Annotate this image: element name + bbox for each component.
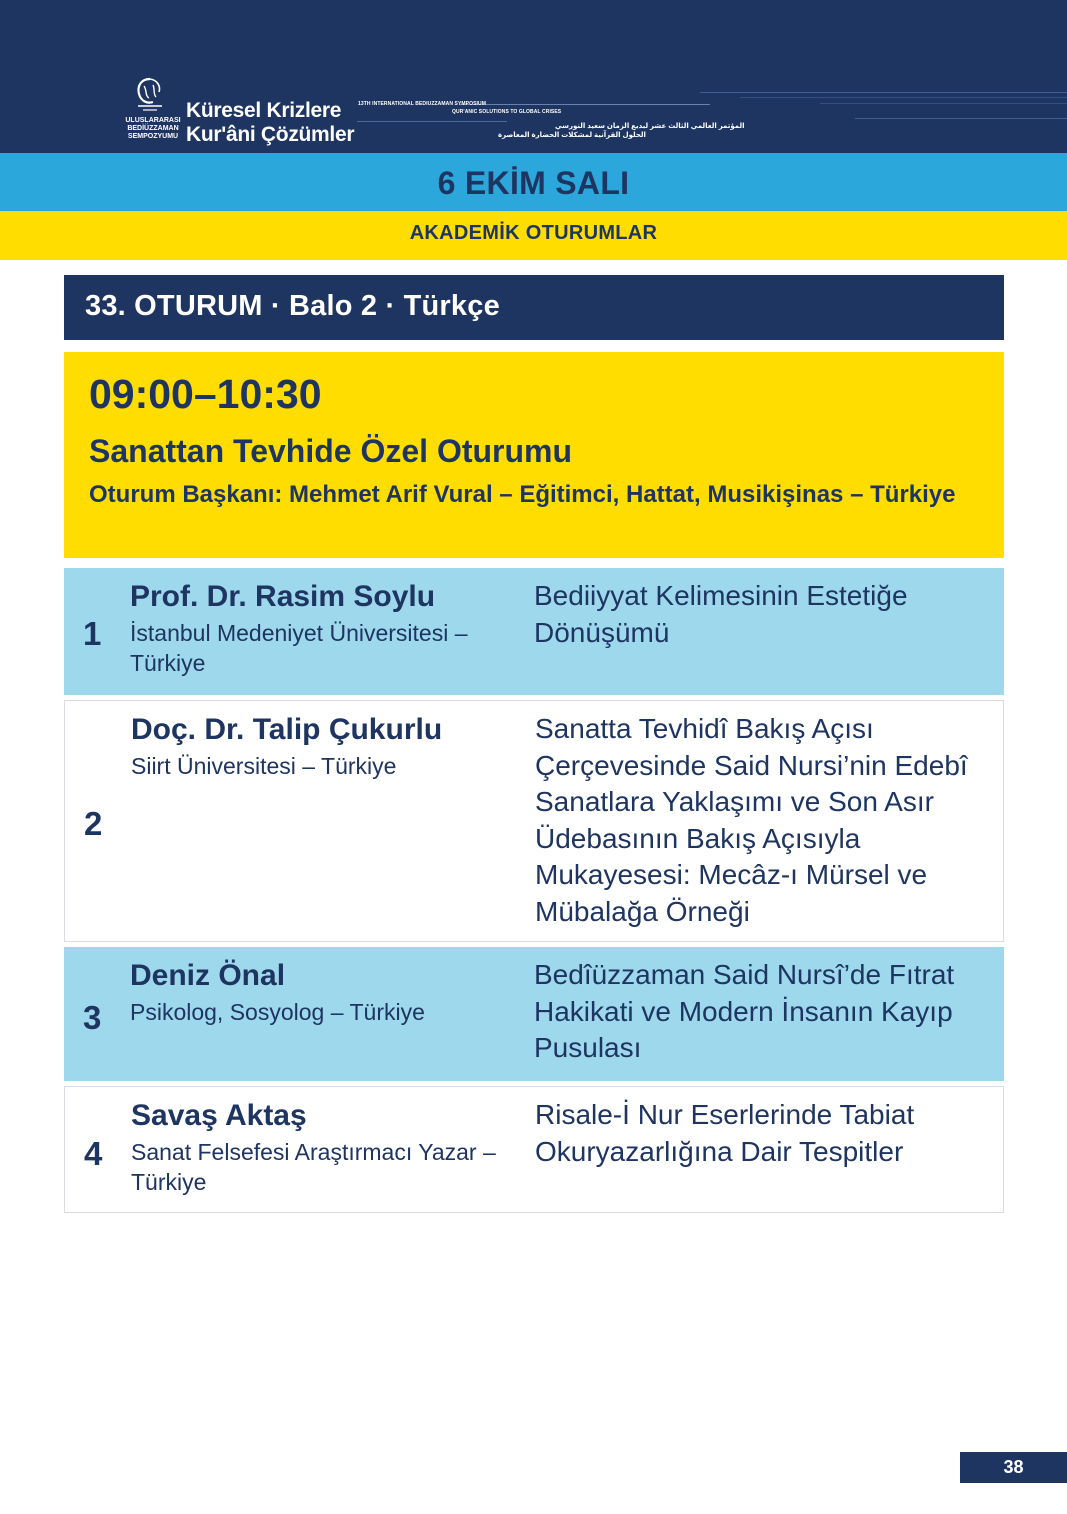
symposium-title (186, 99, 354, 147)
talk-speaker (130, 959, 510, 1027)
speaker-name: Savaş Aktaş (131, 1099, 307, 1132)
logo-caption: ULUSLARARASI BEDİÜZZAMAN SEMPOZYUMU (125, 117, 181, 140)
speaker-affiliation: Siirt Üniversitesi – Türkiye (131, 753, 397, 779)
header-banner (0, 0, 1067, 153)
talk-title: Bediiyyat Kelimesinin Estetiğe Dönüşümü (534, 580, 908, 648)
symposium-subtitle-ar-1: المؤتمر العالمي الثالث عشر لبديع الزمان سعيد النورسي (555, 123, 745, 130)
decorative-line (460, 104, 710, 105)
talk-number: 4 (84, 1135, 103, 1172)
decorative-line (700, 92, 1067, 93)
symposium-title-line1: Küresel Krizlere (186, 99, 342, 122)
decorative-line (820, 103, 1067, 104)
talk-title: Bedîüzzaman Said Nursî’de Fıtrat Hakikati ve Modern İnsanın Kayıp Pusulası (534, 959, 955, 1063)
symposium-title-line2: Kur'âni Çözümler (186, 123, 355, 146)
talk-row (64, 947, 1004, 1081)
speaker-name: Doç. Dr. Talip Çukurlu (131, 713, 443, 746)
talk-title: Risale-İ Nur Eserlerinde Tabiat Okuryazarlığına Dair Tespitler (535, 1099, 915, 1167)
speaker-affiliation: Psikolog, Sosyolog – Türkiye (130, 999, 425, 1025)
symposium-subtitle-en-1: 13TH INTERNATIONAL BEDIUZZAMAN SYMPOSIUM (358, 101, 486, 107)
speaker-name: Prof. Dr. Rasim Soylu (130, 580, 436, 613)
talk-row (64, 700, 1004, 942)
section-heading: AKADEMİK OTURUMLAR (0, 211, 1067, 260)
speaker-name: Deniz Önal (130, 959, 286, 992)
talk-number: 1 (83, 615, 102, 652)
page-number: 38 (960, 1452, 1067, 1483)
day-heading: 6 EKİM SALI (0, 153, 1067, 211)
session-info-box (64, 352, 1004, 558)
speaker-affiliation: Sanat Felsefesi Araştırmacı Yazar – Türkiye (131, 1139, 496, 1195)
talk-title: Sanatta Tevhidî Bakış Açısı Çerçevesinde Said Nursi’nin Edebî Sanatlara Yaklaşımı ve Son Asır Üdebasının Bakış Açısıyla Mukayesesi: Mecâz-ı Mürsel ve Mübalağa Örneği (535, 713, 968, 927)
decorative-line (357, 121, 507, 122)
session-title: Sanattan Tevhide Özel Oturumu (89, 433, 573, 469)
talk-row (64, 568, 1004, 695)
talk-number: 3 (83, 999, 102, 1036)
talk-row (64, 1086, 1004, 1213)
symposium-subtitle-en-2: QUR'ANIC SOLUTIONS TO GLOBAL CRISES (452, 109, 562, 115)
symposium-logo-icon (133, 76, 167, 114)
session-time: 09:00–10:30 (89, 371, 322, 417)
decorative-line (740, 97, 1067, 98)
session-heading: 33. OTURUM · Balo 2 · Türkçe (64, 275, 1004, 340)
decorative-line (855, 118, 1067, 119)
speaker-affiliation: İstanbul Medeniyet Üniversitesi – Türkiye (130, 620, 468, 676)
talk-speaker (130, 580, 510, 678)
talk-speaker (131, 1099, 511, 1197)
session-chair: Oturum Başkanı: Mehmet Arif Vural – Eğitimci, Hattat, Musikişinas – Türkiye (89, 481, 956, 508)
talk-number: 2 (84, 805, 103, 842)
talk-speaker (131, 713, 511, 781)
symposium-subtitle-ar-2: الحلول القرآنية لمشكلات الحضارة المعاصرة (498, 132, 646, 139)
